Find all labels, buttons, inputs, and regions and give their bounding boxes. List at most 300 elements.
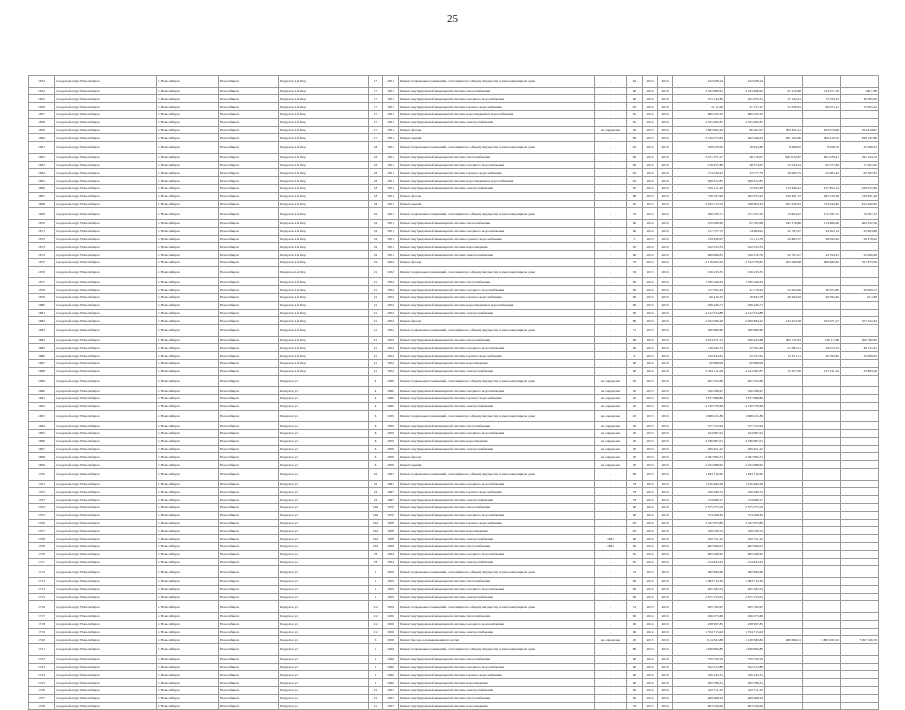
cell-work: Ремонт подвальных помещений, относящихся к общему имуществу в многоквартирном доме bbox=[399, 142, 595, 154]
cell-f1 bbox=[765, 663, 803, 671]
cell-house: 19 bbox=[369, 227, 383, 235]
cell-year: 1951 bbox=[383, 118, 399, 126]
table-row bbox=[29, 480, 879, 488]
cell-f3 bbox=[841, 550, 879, 558]
cell-f3 bbox=[841, 679, 879, 687]
page-number: 25 bbox=[447, 13, 458, 25]
cell-f3 bbox=[841, 430, 879, 438]
cell-cost: 426 398,47 bbox=[673, 387, 725, 395]
cell-f2 bbox=[803, 679, 841, 687]
cell-f2 bbox=[803, 496, 841, 504]
cell-house: 18 bbox=[369, 200, 383, 208]
cell-cost: 738 167,99 bbox=[673, 192, 725, 200]
cell-house: 6 bbox=[369, 410, 383, 422]
cell-material: - bbox=[595, 628, 627, 636]
cell-locality: г. Новосибирск bbox=[157, 519, 219, 527]
cell-y2: 2016 bbox=[658, 445, 673, 453]
cell-material: - bbox=[595, 95, 627, 103]
cell-area: 65 bbox=[627, 118, 643, 126]
cell-f3 bbox=[841, 76, 879, 88]
cell-y1: 2015 bbox=[643, 437, 658, 445]
cell-material: - bbox=[595, 219, 627, 227]
cell-y1: 2015 bbox=[643, 258, 658, 266]
cell-f1 bbox=[765, 309, 803, 317]
cell-street: Переулок уч bbox=[279, 671, 369, 679]
cell-material: - bbox=[595, 655, 627, 663]
cell-cost: 266 860,80 bbox=[673, 325, 725, 337]
cell-material: - bbox=[595, 227, 627, 235]
cell-f3: 35 996,05 bbox=[841, 352, 879, 360]
cell-year: 1960 bbox=[383, 375, 399, 387]
cell-locality: г. Новосибирск bbox=[157, 496, 219, 504]
cell-f1: 27 162,41 bbox=[765, 95, 803, 103]
cell-y1: 2014 bbox=[643, 286, 658, 294]
cell-area: 60 bbox=[627, 87, 643, 95]
cell-material: - bbox=[595, 566, 627, 578]
cell-f3 bbox=[841, 309, 879, 317]
cell-y2: 2016 bbox=[658, 519, 673, 527]
cell-district: городской округ Новосибирск bbox=[55, 550, 157, 558]
cell-area: 60 bbox=[627, 161, 643, 169]
cell-work: Ремонт внутридомовой инженерной системы электроснабжения bbox=[399, 593, 595, 601]
cell-id: 1671 bbox=[29, 227, 55, 235]
cell-city: Новосибирск bbox=[219, 192, 279, 200]
cell-y1: 2014 bbox=[643, 243, 658, 251]
table-row bbox=[29, 461, 879, 469]
cell-year: 1967 bbox=[383, 496, 399, 504]
cell-cost: 1 043 116,65 bbox=[673, 469, 725, 481]
cell-f3: 551 873,58 bbox=[841, 258, 879, 266]
cell-material: - bbox=[595, 702, 627, 710]
cell-y2: 2016 bbox=[658, 535, 673, 543]
cell-area: 60 bbox=[627, 309, 643, 317]
cell-district: городской округ Новосибирск bbox=[55, 344, 157, 352]
cell-street: Переулок 2-й Пер bbox=[279, 126, 369, 134]
cell-id: 1674 bbox=[29, 251, 55, 259]
cell-house: 21 bbox=[369, 278, 383, 286]
cell-cost: 214 843,23 bbox=[673, 558, 725, 566]
cell-f2: 908 689,82 bbox=[803, 258, 841, 266]
cell-area: 60 bbox=[627, 585, 643, 593]
cell-area: 60 bbox=[627, 655, 643, 663]
cell-locality: г. Новосибирск bbox=[157, 577, 219, 585]
cell-y1: 2015 bbox=[643, 266, 658, 278]
table-row bbox=[29, 352, 879, 360]
cell-work: Ремонт внутридомовой инженерной системы электроснабжения bbox=[399, 367, 595, 375]
cell-y2: 2016 bbox=[658, 663, 673, 671]
cell-f2: 52 981,42 bbox=[803, 169, 841, 177]
cell-locality: г. Новосибирск bbox=[157, 636, 219, 644]
cell-district: городской округ Новосибирск bbox=[55, 161, 157, 169]
cell-f3: 462 352,56 bbox=[841, 219, 879, 227]
cell-total: 495 762,67 bbox=[725, 601, 765, 613]
cell-city: Новосибирск bbox=[219, 235, 279, 243]
cell-year: 1956 bbox=[383, 612, 399, 620]
cell-area: 60 bbox=[627, 360, 643, 368]
cell-f2 bbox=[803, 469, 841, 481]
cell-house: 1 bbox=[369, 655, 383, 663]
cell-street: Переулок уч bbox=[279, 519, 369, 527]
cell-area: 80 bbox=[627, 469, 643, 481]
cell-material: - bbox=[595, 87, 627, 95]
cell-y1: 2015 bbox=[643, 387, 658, 395]
cell-work: Ремонт подвальных помещений, относящихся к общему имуществу в многоквартирном доме bbox=[399, 375, 595, 387]
cell-house: 18 bbox=[369, 142, 383, 154]
cell-id: 1703 bbox=[29, 496, 55, 504]
cell-work: Ремонт внутридомовой инженерной системы холодного водоснабжения bbox=[399, 511, 595, 519]
cell-street: Переулок уч bbox=[279, 694, 369, 702]
cell-material: не определен bbox=[595, 636, 627, 644]
cell-f1 bbox=[765, 395, 803, 403]
cell-id: 1657 bbox=[29, 110, 55, 118]
cell-cost: 1 704 713,02 bbox=[673, 628, 725, 636]
cell-f2 bbox=[803, 301, 841, 309]
cell-y2: 2016 bbox=[658, 686, 673, 694]
cell-y1: 2015 bbox=[643, 126, 658, 134]
cell-area: 60 bbox=[627, 153, 643, 161]
cell-street: Переулок уч bbox=[279, 375, 369, 387]
cell-street: Переулок уч bbox=[279, 612, 369, 620]
cell-area: 65 bbox=[627, 169, 643, 177]
table-row bbox=[29, 566, 879, 578]
cell-id: 1659 bbox=[29, 126, 55, 134]
cell-work: Ремонт фасада в возвышающихся частях bbox=[399, 636, 595, 644]
table-row bbox=[29, 387, 879, 395]
cell-y1: 2014 bbox=[643, 511, 658, 519]
cell-y2: 2016 bbox=[658, 103, 673, 111]
table-row bbox=[29, 258, 879, 266]
cell-area: 20 bbox=[627, 430, 643, 438]
cell-f1 bbox=[765, 679, 803, 687]
cell-f2: 723 644,82 bbox=[803, 200, 841, 208]
cell-area: 9 bbox=[627, 352, 643, 360]
table-row bbox=[29, 469, 879, 481]
cell-city: Новосибирск bbox=[219, 527, 279, 535]
cell-id: 1704 bbox=[29, 504, 55, 512]
cell-street: Переулок уч bbox=[279, 437, 369, 445]
cell-area: 20 bbox=[627, 445, 643, 453]
cell-work: Ремонт внутридомовой инженерной системы теплоснабжения bbox=[399, 655, 595, 663]
cell-district: городской округ Новосибирск bbox=[55, 87, 157, 95]
cell-locality: г. Новосибирск bbox=[157, 95, 219, 103]
cell-city: Новосибирск bbox=[219, 496, 279, 504]
cell-f3 bbox=[841, 266, 879, 278]
cell-area: 65 bbox=[627, 110, 643, 118]
cell-street: Переулок 2-й Пер bbox=[279, 243, 369, 251]
cell-house: 169 bbox=[369, 511, 383, 519]
cell-f1 bbox=[765, 360, 803, 368]
cell-city: Новосибирск bbox=[219, 177, 279, 185]
cell-locality: г. Новосибирск bbox=[157, 266, 219, 278]
cell-city: Новосибирск bbox=[219, 535, 279, 543]
cell-y1: 2014 bbox=[643, 679, 658, 687]
cell-id: 1716 bbox=[29, 601, 55, 613]
cell-locality: г. Новосибирск bbox=[157, 644, 219, 656]
cell-district: городской округ Новосибирск bbox=[55, 527, 157, 535]
cell-y2: 2016 bbox=[658, 118, 673, 126]
cell-street: Переулок уч bbox=[279, 593, 369, 601]
cell-y2: 2016 bbox=[658, 628, 673, 636]
cell-year: 1956 bbox=[383, 628, 399, 636]
cell-work: Ремонт внутридомовой инженерной системы теплоснабжения bbox=[399, 612, 595, 620]
cell-f1: 21 058,61 bbox=[765, 103, 803, 111]
cell-f2 bbox=[803, 437, 841, 445]
cell-year: 1956 bbox=[383, 601, 399, 613]
cell-house: 78 bbox=[369, 558, 383, 566]
cell-f3 bbox=[841, 612, 879, 620]
cell-year: 1959 bbox=[383, 566, 399, 578]
table-row bbox=[29, 184, 879, 192]
cell-cost: 2 567 993,31 bbox=[673, 453, 725, 461]
cell-y1: 2014 bbox=[643, 519, 658, 527]
cell-work: Ремонт внутридомовой инженерной системы горячего водоснабжения bbox=[399, 519, 595, 527]
cell-f3 bbox=[841, 628, 879, 636]
cell-total: 61 765,98 bbox=[725, 219, 765, 227]
cell-f1: 361 192,86 bbox=[765, 134, 803, 142]
cell-locality: г. Новосибирск bbox=[157, 445, 219, 453]
cell-y1: 2014 bbox=[643, 655, 658, 663]
cell-total: 650 245,88 bbox=[725, 336, 765, 344]
cell-y2: 2016 bbox=[658, 511, 673, 519]
cell-f2 bbox=[803, 76, 841, 88]
cell-f2: 49 595,40 bbox=[803, 293, 841, 301]
cell-material: - bbox=[595, 278, 627, 286]
cell-house: 4 bbox=[369, 387, 383, 395]
cell-locality: г. Новосибирск bbox=[157, 325, 219, 337]
cell-year: 1951 bbox=[383, 184, 399, 192]
cell-y2: 2016 bbox=[658, 543, 673, 551]
cell-city: Новосибирск bbox=[219, 620, 279, 628]
cell-area: 20 bbox=[627, 402, 643, 410]
cell-street: Переулок 2-й Пер bbox=[279, 286, 369, 294]
cell-f1: 23 234,54 bbox=[765, 161, 803, 169]
cell-f2 bbox=[803, 644, 841, 656]
cell-y1: 2015 bbox=[643, 422, 658, 430]
cell-f2 bbox=[803, 577, 841, 585]
cell-district: городской округ Новосибирск bbox=[55, 628, 157, 636]
cell-locality: г. Новосибирск bbox=[157, 628, 219, 636]
cell-city: Новосибирск bbox=[219, 266, 279, 278]
cell-y2: 2016 bbox=[658, 620, 673, 628]
cell-y2: 2016 bbox=[658, 469, 673, 481]
cell-cost: 90 416,32 bbox=[673, 293, 725, 301]
cell-work: Ремонт внутридомовой инженерной системы электроснабжения bbox=[399, 184, 595, 192]
cell-material: не определен bbox=[595, 375, 627, 387]
cell-f2 bbox=[803, 585, 841, 593]
cell-material: - bbox=[595, 601, 627, 613]
cell-y2: 2016 bbox=[658, 87, 673, 95]
cell-cost: 582 694,98 bbox=[673, 566, 725, 578]
cell-f2 bbox=[803, 309, 841, 317]
cell-city: Новосибирск bbox=[219, 671, 279, 679]
cell-total: 4 186 867,01 bbox=[725, 437, 765, 445]
table-row bbox=[29, 702, 879, 710]
cell-f3: 71 261,02 bbox=[841, 161, 879, 169]
cell-district: городской округ Новосибирск bbox=[55, 219, 157, 227]
cell-y2: 2016 bbox=[658, 301, 673, 309]
cell-locality: г. Новосибирск bbox=[157, 258, 219, 266]
cell-id: 1719 bbox=[29, 628, 55, 636]
table-row bbox=[29, 686, 879, 694]
cell-district: городской округ Новосибирск bbox=[55, 110, 157, 118]
table-row bbox=[29, 558, 879, 566]
cell-y1: 2014 bbox=[643, 558, 658, 566]
cell-area: 78 bbox=[627, 480, 643, 488]
cell-material: - bbox=[595, 103, 627, 111]
cell-y2: 2016 bbox=[658, 612, 673, 620]
cell-work: Ремонт крыши bbox=[399, 461, 595, 469]
cell-area: 60 bbox=[627, 344, 643, 352]
cell-street: Переулок 2-й Пер bbox=[279, 227, 369, 235]
cell-id: 1712 bbox=[29, 566, 55, 578]
cell-y2: 2016 bbox=[658, 375, 673, 387]
cell-work: Ремонт внутридомовой инженерной системы электроснабжения bbox=[399, 445, 595, 453]
cell-cost: 1 608 221,89 bbox=[673, 410, 725, 422]
cell-y2: 2016 bbox=[658, 110, 673, 118]
cell-street: Переулок 2-й Пер bbox=[279, 301, 369, 309]
cell-total: 492 346,03 bbox=[725, 134, 765, 142]
cell-city: Новосибирск bbox=[219, 251, 279, 259]
cell-total: 2 124 365,87 bbox=[725, 367, 765, 375]
cell-locality: г. Новосибирск bbox=[157, 227, 219, 235]
cell-street: Переулок уч bbox=[279, 628, 369, 636]
cell-total: 298 903,44 bbox=[725, 200, 765, 208]
table-row bbox=[29, 593, 879, 601]
cell-y1: 2014 bbox=[643, 577, 658, 585]
cell-f3: 24 1,89 bbox=[841, 293, 879, 301]
cell-district: городской округ Новосибирск bbox=[55, 192, 157, 200]
cell-city: Новосибирск bbox=[219, 184, 279, 192]
cell-area: 60 bbox=[627, 251, 643, 259]
cell-city: Новосибирск bbox=[219, 360, 279, 368]
cell-f3: 52 006,69 bbox=[841, 251, 879, 259]
cell-f2: 29 072,33 bbox=[803, 344, 841, 352]
table-row bbox=[29, 161, 879, 169]
table-row bbox=[29, 134, 879, 142]
cell-y2: 2016 bbox=[658, 367, 673, 375]
cell-area: 65 bbox=[627, 200, 643, 208]
cell-y2: 2016 bbox=[658, 593, 673, 601]
cell-work: Ремонт внутридомовой инженерной системы водоотведения bbox=[399, 243, 595, 251]
cell-cost: 4 158 750,68 bbox=[673, 402, 725, 410]
table-row bbox=[29, 301, 879, 309]
cell-house: 6 bbox=[369, 461, 383, 469]
cell-area: 65 bbox=[627, 177, 643, 185]
cell-house: 1 bbox=[369, 663, 383, 671]
cell-cost: 603 556,06 bbox=[673, 702, 725, 710]
cell-street: Переулок 2-й Пер bbox=[279, 317, 369, 325]
cell-id: 1707 bbox=[29, 527, 55, 535]
cell-y2: 2016 bbox=[658, 317, 673, 325]
cell-district: городской округ Новосибирск bbox=[55, 566, 157, 578]
cell-material: - bbox=[595, 142, 627, 154]
cell-work: Ремонт внутридомовой инженерной системы горячего водоснабжения bbox=[399, 352, 595, 360]
cell-district: городской округ Новосибирск bbox=[55, 620, 157, 628]
cell-cost: 860 256,32 bbox=[673, 110, 725, 118]
cell-work: Ремонт фасада bbox=[399, 126, 595, 134]
cell-city: Новосибирск bbox=[219, 566, 279, 578]
cell-city: Новосибирск bbox=[219, 169, 279, 177]
cell-district: городской округ Новосибирск bbox=[55, 585, 157, 593]
cell-year: 1951 bbox=[383, 126, 399, 134]
cell-locality: г. Новосибирск bbox=[157, 663, 219, 671]
cell-district: городской округ Новосибирск bbox=[55, 360, 157, 368]
cell-work: Ремонт внутридомовой инженерной системы холодного водоснабжения bbox=[399, 663, 595, 671]
cell-work: Ремонт внутридомовой инженерной системы теплоснабжения bbox=[399, 87, 595, 95]
cell-f1: 143 453,58 bbox=[765, 317, 803, 325]
cell-y2: 2016 bbox=[658, 636, 673, 644]
cell-f1 bbox=[765, 702, 803, 710]
cell-material: - bbox=[595, 585, 627, 593]
cell-f3 bbox=[841, 360, 879, 368]
table-row bbox=[29, 118, 879, 126]
cell-y1: 2015 bbox=[643, 317, 658, 325]
cell-y1: 2014 bbox=[643, 153, 658, 161]
cell-y2: 2016 bbox=[658, 655, 673, 663]
table-row bbox=[29, 577, 879, 585]
cell-material: - bbox=[595, 200, 627, 208]
cell-district: городской округ Новосибирск bbox=[55, 402, 157, 410]
cell-house: 162 bbox=[369, 543, 383, 551]
cell-f2 bbox=[803, 410, 841, 422]
cell-year: 1946 bbox=[383, 644, 399, 656]
cell-locality: г. Новосибирск bbox=[157, 375, 219, 387]
cell-y1: 2014 bbox=[643, 496, 658, 504]
cell-city: Новосибирск bbox=[219, 601, 279, 613]
cell-locality: г. Новосибирск bbox=[157, 671, 219, 679]
cell-y1: 2014 bbox=[643, 620, 658, 628]
cell-cost: 3 474 071,13 bbox=[673, 336, 725, 344]
cell-f3 bbox=[841, 496, 879, 504]
cell-y1: 2015 bbox=[643, 469, 658, 481]
cell-material: не определен bbox=[595, 395, 627, 403]
cell-total: 1 356 160,63 bbox=[725, 278, 765, 286]
cell-locality: г. Новосибирск bbox=[157, 694, 219, 702]
cell-id: 1725 bbox=[29, 679, 55, 687]
cell-street: Переулок уч bbox=[279, 601, 369, 613]
cell-cost: 495 762,67 bbox=[673, 601, 725, 613]
cell-street: Переулок 2-й Пер bbox=[279, 336, 369, 344]
cell-id: 1664 bbox=[29, 169, 55, 177]
cell-work: Ремонт внутридомовой инженерной системы теплоснабжения bbox=[399, 153, 595, 161]
cell-district: городской округ Новосибирск bbox=[55, 511, 157, 519]
cell-id: 1698 bbox=[29, 453, 55, 461]
cell-id: 1714 bbox=[29, 585, 55, 593]
cell-f1 bbox=[765, 110, 803, 118]
cell-locality: г. Новосибирск bbox=[157, 301, 219, 309]
cell-y1: 2015 bbox=[643, 402, 658, 410]
cell-street: Переулок уч bbox=[279, 445, 369, 453]
cell-area: 60 bbox=[627, 671, 643, 679]
cell-street: Переулок 2-й Пер bbox=[279, 142, 369, 154]
cell-cost: 376 550,56 bbox=[673, 655, 725, 663]
cell-y1: 2014 bbox=[643, 663, 658, 671]
table-row bbox=[29, 200, 879, 208]
cell-district: городской округ Новосибирск bbox=[55, 671, 157, 679]
cell-city: Новосибирск bbox=[219, 387, 279, 395]
cell-y1: 2014 bbox=[643, 550, 658, 558]
cell-city: Новосибирск bbox=[219, 550, 279, 558]
cell-material: не определен bbox=[595, 461, 627, 469]
cell-locality: г. Новосибирск bbox=[157, 169, 219, 177]
cell-locality: г. Новосибирск bbox=[157, 278, 219, 286]
cell-street: Переулок 2-й Пер bbox=[279, 192, 369, 200]
cell-cost: 2 475 155,01 bbox=[673, 593, 725, 601]
cell-city: Новосибирск bbox=[219, 395, 279, 403]
cell-city: Новосибирск bbox=[219, 430, 279, 438]
cell-y2: 2016 bbox=[658, 644, 673, 656]
cell-house: 21 bbox=[369, 293, 383, 301]
